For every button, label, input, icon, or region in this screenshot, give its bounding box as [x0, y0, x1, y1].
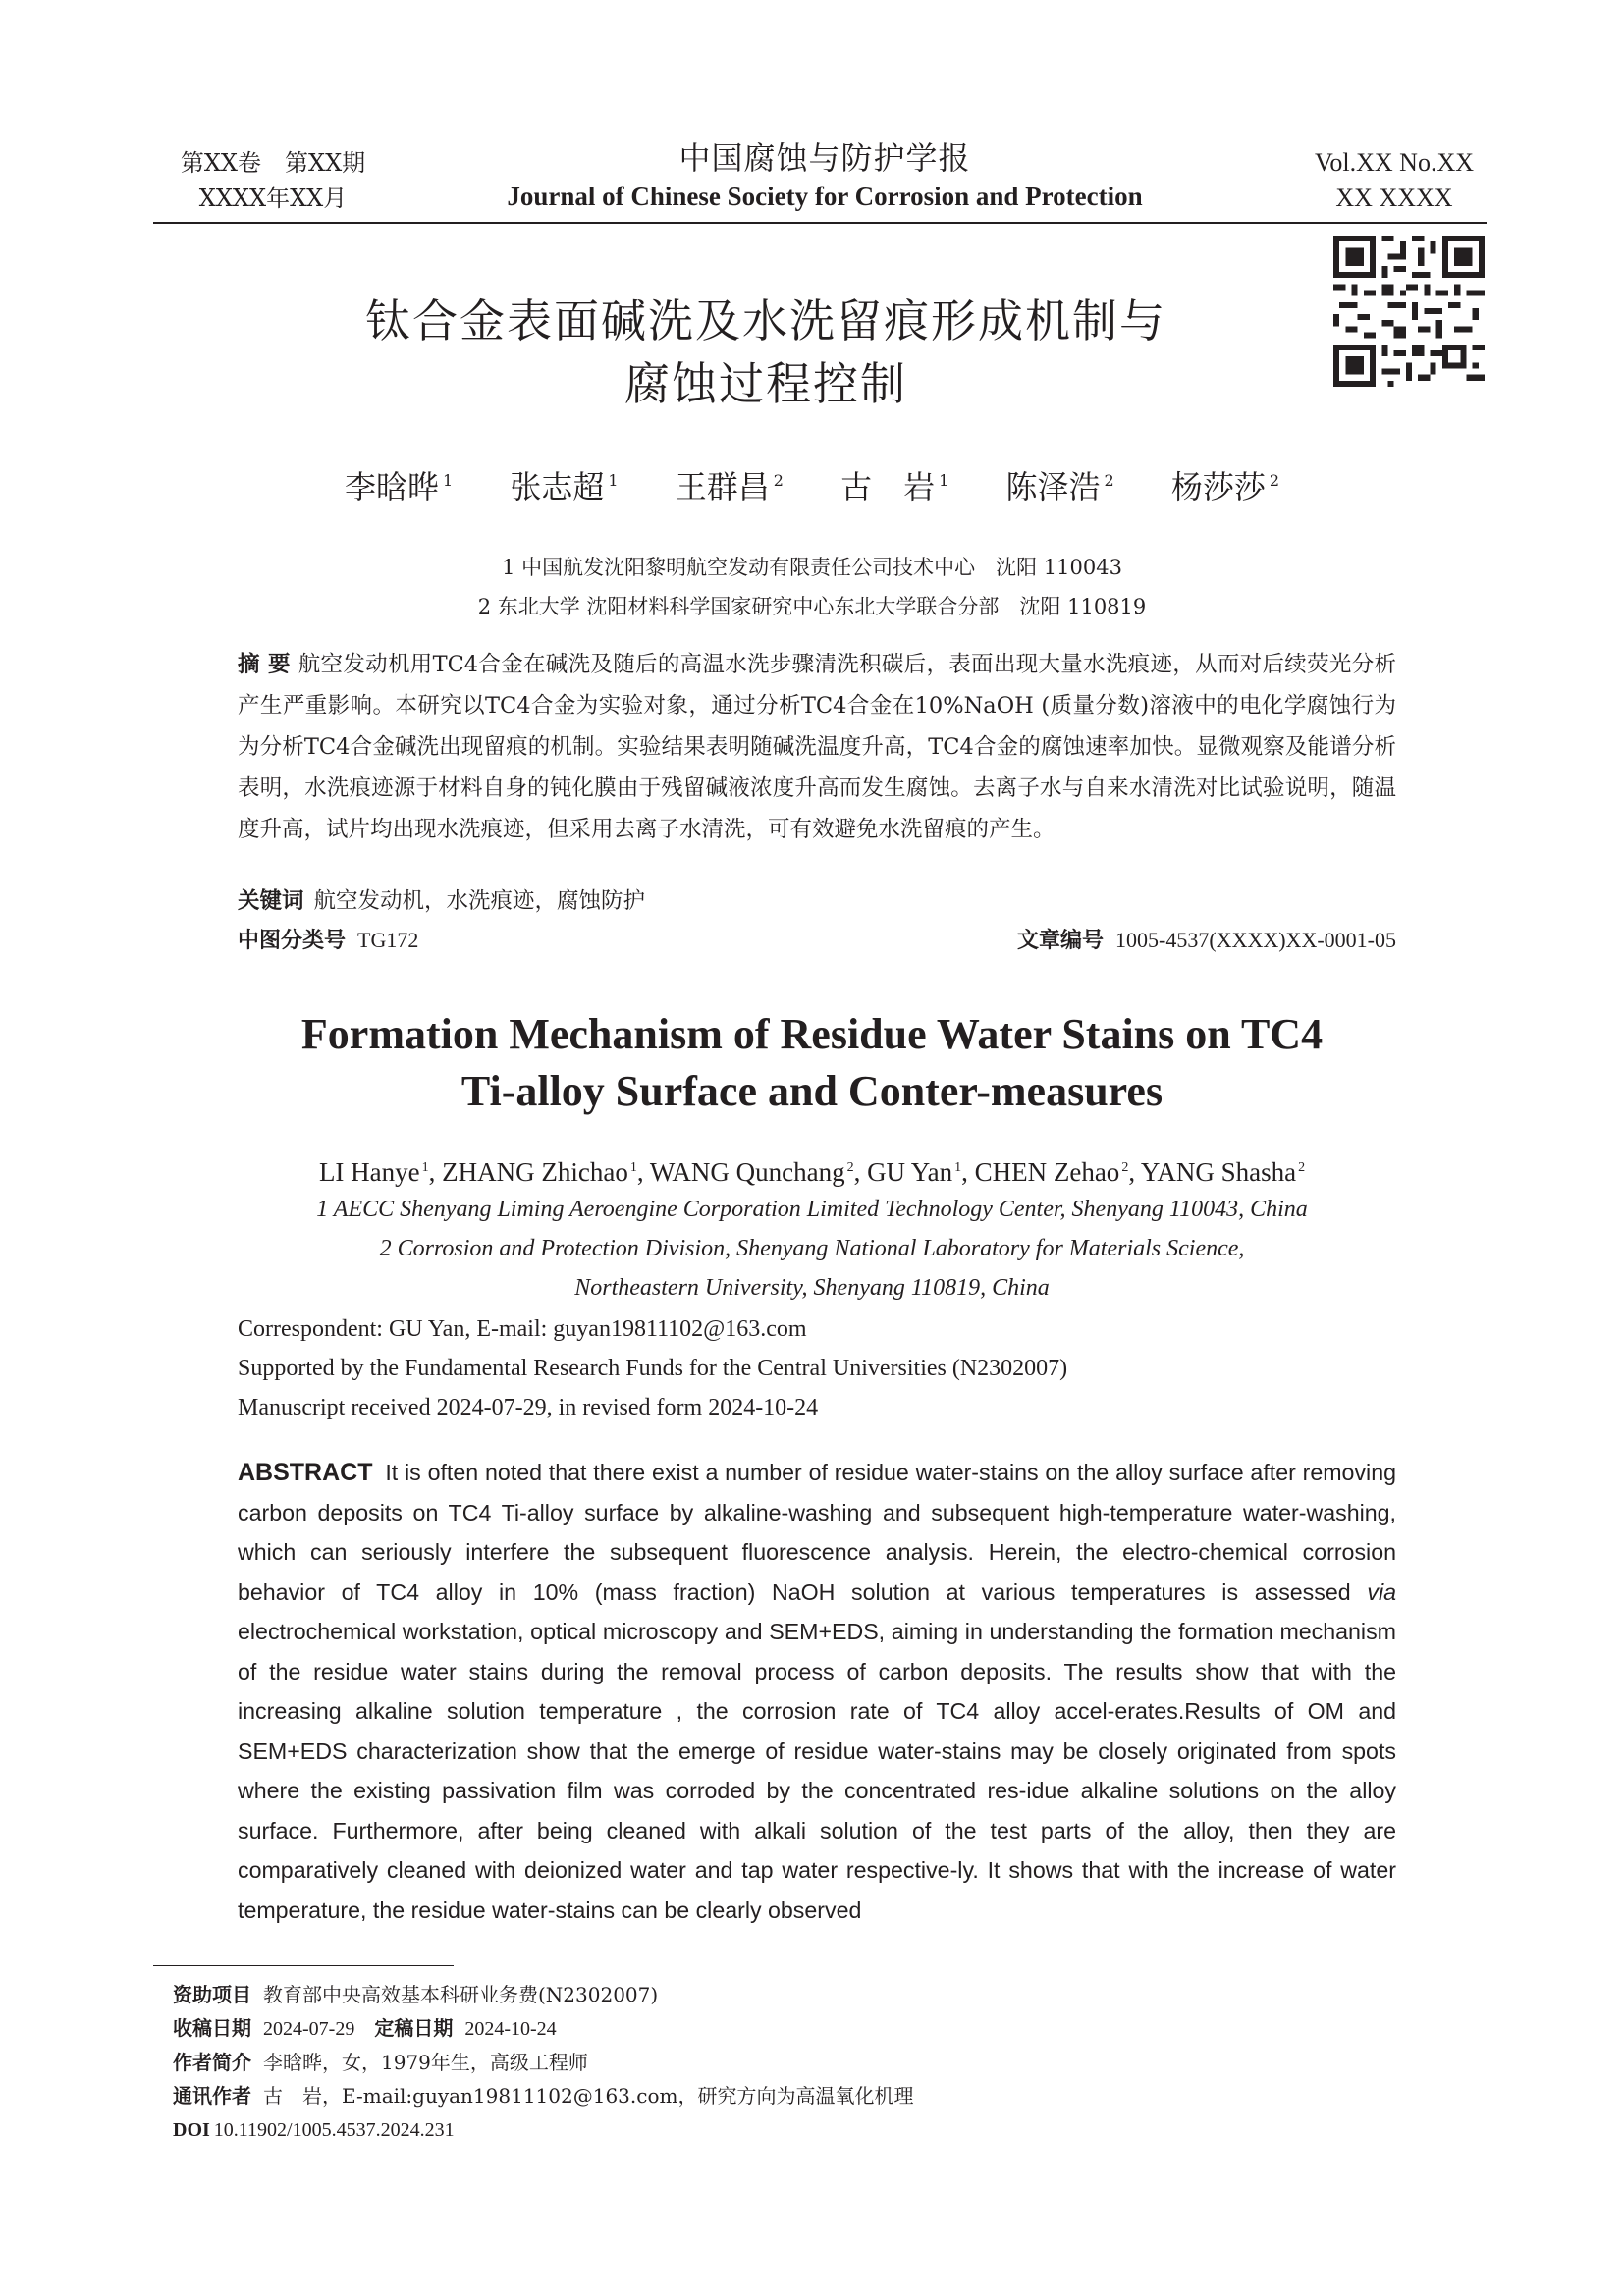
received-en: Manuscript received 2024-07-29, in revised form 2024-10-24 [238, 1395, 819, 1420]
author-cn: 古 岩 $^1$ [840, 467, 949, 506]
footnote-correspondence: 通讯作者 古 岩，E-mail:guyan19811102@163.com，研究方向为高温氧化机理 [173, 2084, 914, 2108]
abstract-cn-label: 摘 要 [238, 652, 291, 677]
author-en: LI Hanye [318, 1157, 420, 1187]
classification-label: 中图分类号 [238, 929, 347, 953]
date-cn: XXXX年XX月 [198, 185, 348, 212]
authors-cn [196, 459, 1428, 508]
affiliation-cn-1: 1 中国航发沈阳黎明航空发动有限责任公司技术中心 沈阳 110043 [502, 556, 1122, 579]
footnote-doi: DOI 10.11902/1005.4537.2024.231 [173, 2119, 455, 2141]
doi-value[interactable]: 10.11902/1005.4537.2024.231 [213, 2119, 455, 2141]
title-en-line2: Ti-alloy Surface and Conter-measures [460, 1067, 1164, 1115]
affiliation-en-1: 1 AECC Shenyang Liming Aeroengine Corporation Limited Technology Center, Shenyang 110043, China [316, 1197, 1308, 1222]
author-en: ZHANG Zhichao [442, 1157, 628, 1187]
title-en [196, 1006, 1428, 1120]
header-rule [153, 222, 1487, 224]
abstract-cn [238, 644, 1396, 850]
footnote-dates: 收稿日期 2024-07-29 定稿日期 2024-10-24 [173, 2016, 557, 2040]
abstract-en-label: ABSTRACT [238, 1459, 373, 1486]
issue-info-cn [160, 145, 386, 216]
volume-issue-cn: 第XX卷 第XX期 [180, 149, 366, 177]
author-en: CHEN Zehao [974, 1157, 1120, 1187]
authors-en: LI Hanye $^1$, ZHANG Zhichao $^1$, WANG Qunchang $^2$, GU Yan $^1$, CHEN Zehao $^2$, YANG Shasha $^2$ [318, 1157, 1306, 1187]
title-cn [275, 290, 1257, 415]
author-cn: 张志超 $^1$ [510, 467, 619, 506]
title-cn-line1: 钛合金表面碱洗及水洗留痕形成机制与 [365, 294, 1166, 347]
author-cn: 王群昌 $^2$ [675, 467, 784, 506]
affiliation-en-2: 2 Corrosion and Protection Division, Shenyang National Laboratory for Materials Science, [379, 1236, 1245, 1261]
volume-issue-en: Vol.XX No.XX [1314, 148, 1475, 177]
author-en: GU Yan [867, 1157, 953, 1187]
affiliations-cn [196, 548, 1428, 626]
abstract-en-text-b: electrochemical workstation, optical microscopy and SEM+EDS, aiming in understanding the formation mechanism of the residue water stains during the removal process of carbon deposits. The results show that with the increasing alkaline solution temperature , the corrosion rate of TC4 alloy accel-erates.Results of OM and SEM+EDS characterization show that the emerge of residue water-stains may be closely originated from spots where the existing passivation film was corroded by the concentrated res-idue alkaline solutions on the alloy surface. Furthermore, after being cleaned with alkali solution of the test parts of the alloy, then they are comparatively cleaned with deionized water and tap water respective-ly. It shows that with the increase of water temperature, the residue water-stains can be clearly observed [238, 1619, 1396, 1923]
classification-row [238, 921, 1396, 961]
abstract-en-via: via [1367, 1578, 1396, 1605]
author-cn: 陈泽浩 $^2$ [1005, 467, 1114, 506]
author-cn: 李晗晔 $^1$ [344, 467, 454, 506]
date-en: XX XXXX [1335, 184, 1453, 212]
keywords-cn-text: 航空发动机，水洗痕迹，腐蚀防护 [313, 888, 646, 914]
footnote-funding: 资助项目 教育部中央高效基本科研业务费(N2302007) [173, 1983, 659, 2006]
affiliation-en-3: Northeastern University, Shenyang 110819, China [574, 1275, 1050, 1301]
issue-info-en [1296, 145, 1492, 216]
keywords-cn-label: 关键词 [238, 888, 304, 914]
author-en: WANG Qunchang [649, 1157, 845, 1187]
funding-en: Supported by the Fundamental Research Funds for the Central Universities (N2302007) [238, 1356, 1068, 1381]
journal-header [432, 137, 1218, 214]
author-cn: 杨莎莎 $^2$ [1170, 467, 1280, 506]
abstract-en [238, 1453, 1396, 1930]
title-en-line1: Formation Mechanism of Residue Water Stains on TC4 [300, 1010, 1324, 1058]
journal-name-cn: 中国腐蚀与防护学报 [678, 139, 971, 177]
author-en: YANG Shasha [1140, 1157, 1297, 1187]
journal-name-en: Journal of Chinese Society for Corrosion and Protection [507, 182, 1143, 211]
footnotes [173, 1978, 1400, 2147]
keywords-cn [238, 881, 1396, 921]
article-number-value: 1005-4537(XXXX)XX-0001-05 [1115, 928, 1396, 952]
article-meta-en [238, 1309, 1396, 1427]
affiliation-cn-2: 2 东北大学 沈阳材料科学国家研究中心东北大学联合分部 沈阳 110819 [477, 595, 1147, 618]
title-cn-line2: 腐蚀过程控制 [624, 357, 907, 410]
classification-value: TG172 [357, 928, 419, 952]
correspondent: Correspondent: GU Yan, E-mail: guyan19811102@163.com [238, 1316, 807, 1342]
affiliations-en [196, 1190, 1428, 1308]
footnote-rule [153, 1965, 454, 1966]
article-number-label: 文章编号 [1017, 929, 1105, 953]
abstract-cn-text: 航空发动机用TC4合金在碱洗及随后的高温水洗步骤清洗积碳后，表面出现大量水洗痕迹，从而对后续荧光分析产生严重影响。本研究以TC4合金为实验对象，通过分析TC4合金在10%NaOH (质量分数)溶液中的电化学腐蚀行为为分析TC4合金碱洗出现留痕的机制。实验结果表明随碱洗温度升高，TC4合金的腐蚀速率加快。显微观察及能谱分析表明，水洗痕迹源于材料自身的钝化膜由于残留碱液浓度升高而发生腐蚀。去离子水与自来水清洗对比试验说明，随温度升高，试片均出现水洗痕迹，但采用去离子水清洗，可有效避免水洗留痕的产生。 [238, 652, 1396, 842]
article-number [1017, 921, 1396, 961]
footnote-author: 作者简介 李晗晔，女，1979年生，高级工程师 [173, 2051, 588, 2074]
qr-code-icon [1333, 236, 1485, 387]
abstract-en-text-a: It is often noted that there exist a number of residue water-stains on the alloy surface after removing carbon deposits on TC4 Ti-alloy surface by alkaline-washing and subsequent high-temperature water-washing, which can seriously interfere the subsequent fluorescence analysis. Herein, the electro-chemical corrosion behavior of TC4 alloy in 10% (mass fraction) NaOH solution at various temperatures is assessed [238, 1460, 1396, 1605]
